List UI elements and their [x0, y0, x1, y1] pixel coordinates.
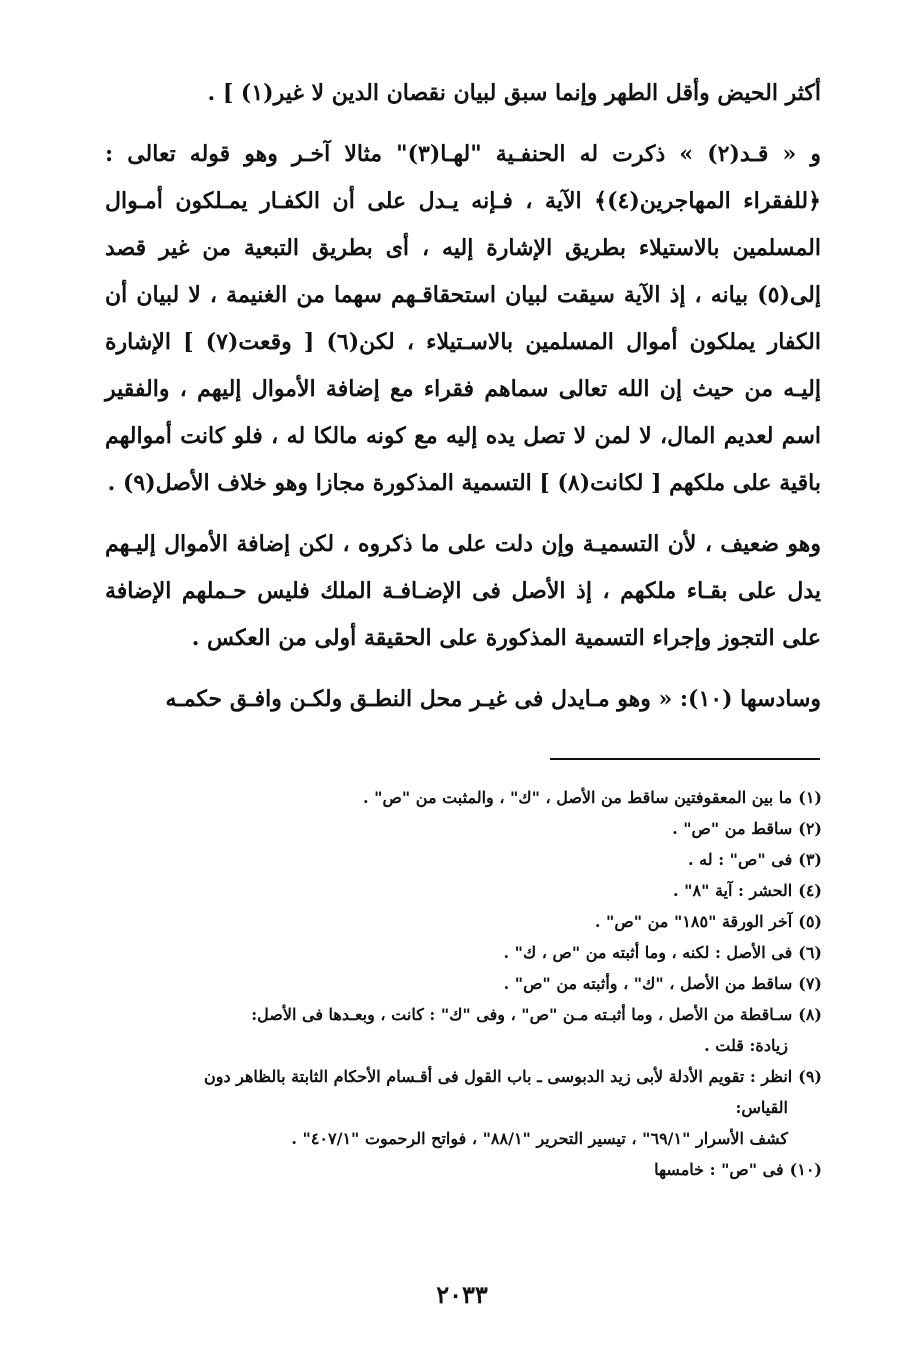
footnote-8: (٨)سـاقطة من الأصل ، وما أثبـته مـن "ص" ، وفى "ك" : كانت ، وبعـدها فى الأصل:: [251, 1005, 822, 1024]
footnote-4: (٤)الحشر : آية "٨" .: [672, 881, 822, 900]
paragraph-4: وسادسها (١٠): « وهو مـايدل فى غيـر محل النطـق ولكـن وافـق حكمـه: [165, 686, 821, 712]
footnote-5: (٥)آخر الورقة "١٨٥" من "ص" .: [594, 912, 822, 931]
footnote-9: (٩)انظر : تقويم الأدلة لأبى زيد الدبوسى ـ باب القول فى أقـسام الأحكام الثابتة بالظاهر دون: [203, 1067, 822, 1086]
footnote-3: (٣)فى "ص" : له .: [688, 850, 822, 869]
footnote-8-continued: زيادة: قلت .: [704, 1036, 788, 1055]
paragraph-2: و « قـد(٢) » ذكرت له الحنفـية "لهـا(٣)" مثالا آخـر وهو قوله تعالى : ﴿للفقراء المهاجرين(٤)﴾ الآية ، فـإنه يـدل على أن الكفـار يمـلكون أمـوال المسلمين بالاستيلاء بطريق الإشارة إليه ، أى بطريق التبعية من غير قصد إلى(٥) بيانه ، إذ الآية سيقت لبيان استحقاقـهم سهما من الغنيمة ، لا لبيان أن الكفار يملكون أموال المسلمين بالاسـتيلاء ، لكن(٦) [ وقعت(٧) ] الإشارة إليـه من حيث إن الله تعالى سماهم فقراء مع إضافة الأموال إليهم ، والفقير اسم لعديم المال، لا لمن لا تصل يده إليه مع كونه مالكا له ، فلو كانت أموالهم باقية على ملكهم [ لكانت(٨) ] التسمية المذكورة مجازا وهو خلاف الأصل(٩) .: [105, 141, 821, 496]
footnote-10: (١٠)فى "ص" : خامسها: [654, 1160, 822, 1179]
footnote-7: (٧)ساقط من الأصل ، "ك" ، وأثبته من "ص" .: [503, 974, 822, 993]
footnote-9-continued: القياس:: [735, 1098, 788, 1117]
paragraph-1: أكثر الحيض وأقل الطهر وإنما سبق لبيان نقصان الدين لا غير(١) ] .: [207, 80, 821, 106]
page-number: ٢٠٣٣: [436, 1280, 488, 1309]
footnote-2: (٢)ساقط من "ص" .: [672, 819, 822, 838]
footnote-1: (١)ما بين المعقوفتين ساقط من الأصل ، "ك" ، والمثبت من "ص" .: [363, 788, 822, 807]
footnotes: [100, 782, 822, 1185]
main-text: [105, 70, 821, 737]
paragraph-3: وهو ضعيف ، لأن التسميـة وإن دلت على ما ذكروه ، لكن إضافة الأموال إليـهم يدل على بقـاء ملكهم ، إذ الأصل فى الإضـافـة الملك فليس حـملهم الإضافة على التجوز وإجراء التسمية المذكورة على الحقيقة أولى من العكس .: [105, 531, 822, 651]
footnote-9-references: كشف الأسرار "٦٩/١" ، تيسير التحرير "٨٨/١" ، فواتح الرحموت "٤٠٧/١" .: [291, 1129, 788, 1148]
footnote-divider: [550, 758, 820, 760]
footnote-6: (٦)فى الأصل : لكنه ، وما أثبته من "ص ، ك" .: [503, 943, 822, 962]
